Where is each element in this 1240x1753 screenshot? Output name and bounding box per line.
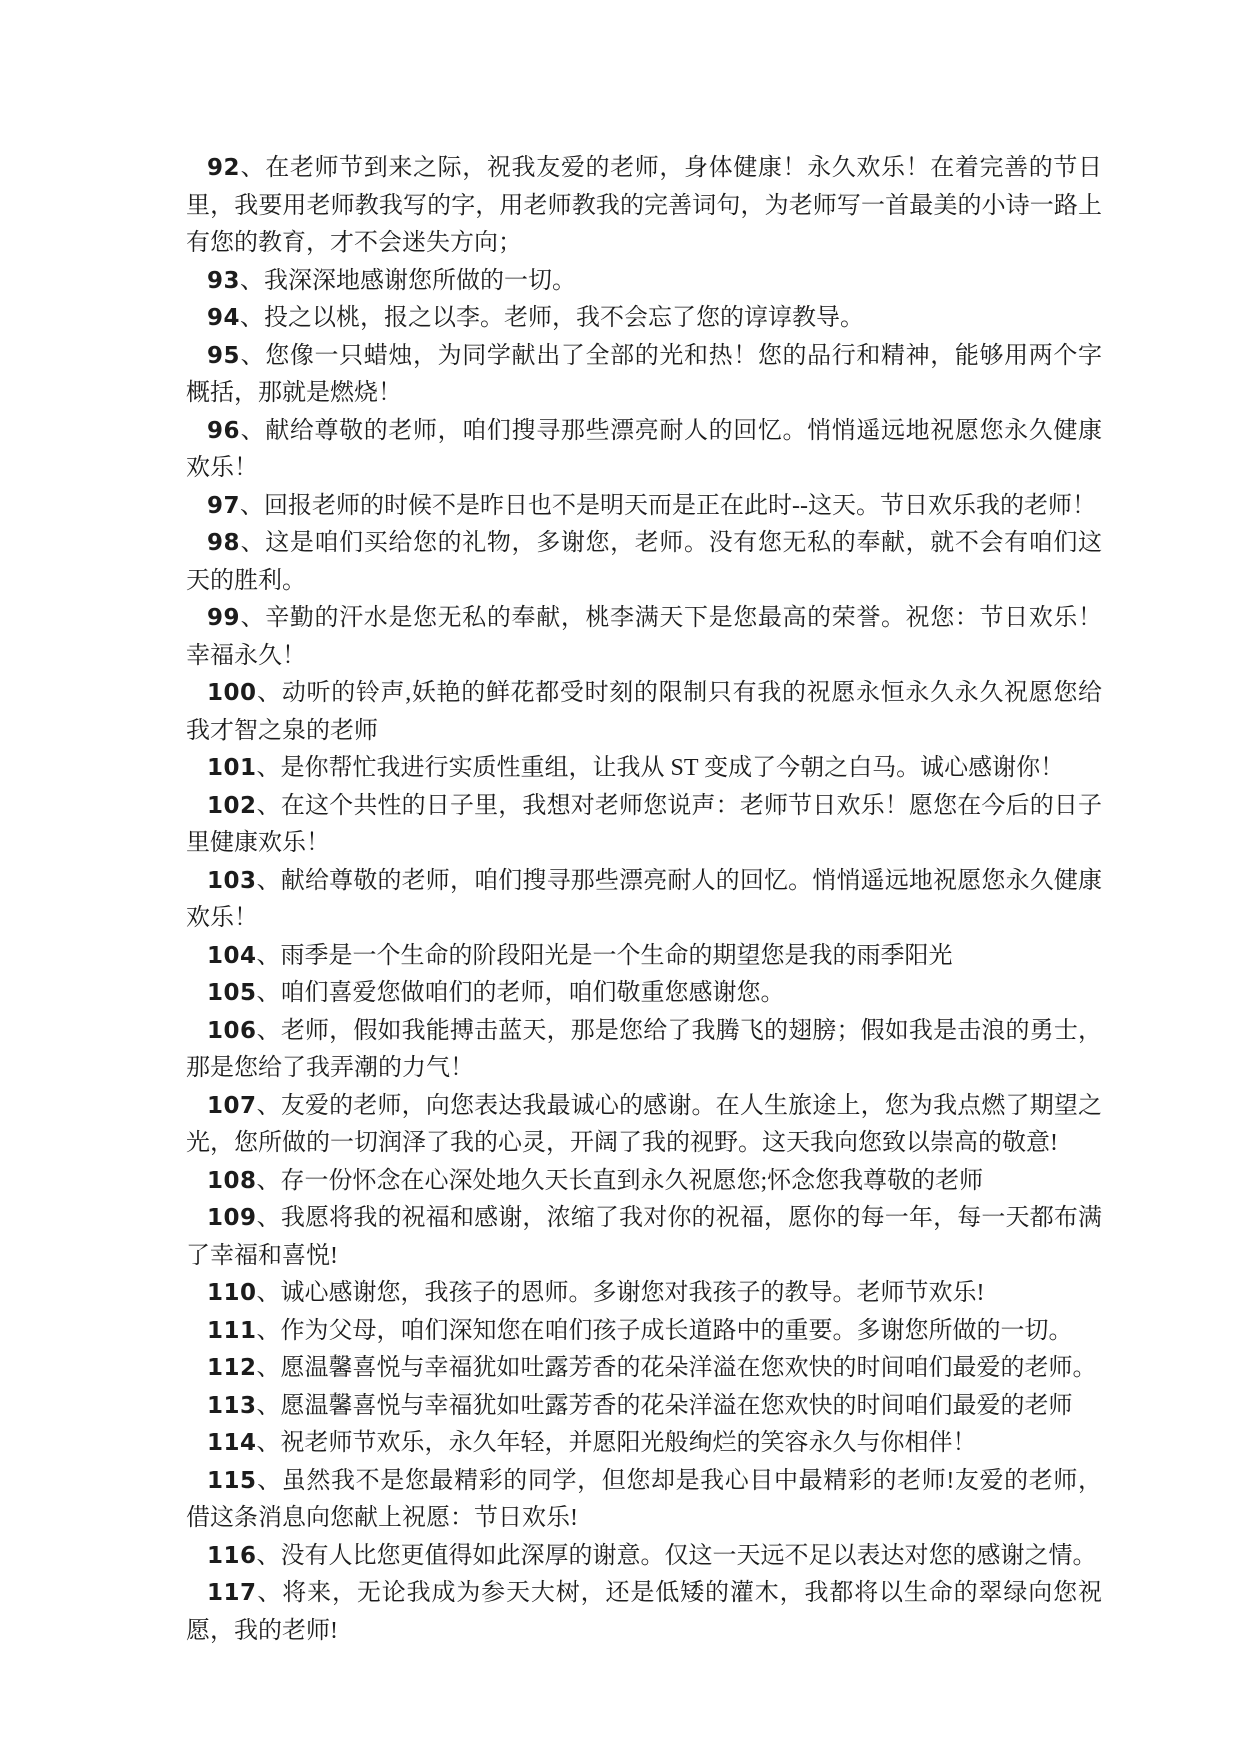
greeting-text: 回报老师的时候不是昨日也不是明天而是正在此时--这天。节日欢乐我的老师！: [264, 492, 1096, 519]
greeting-text: 是你帮忙我进行实质性重组，让我从 ST 变成了今朝之白马。诚心感谢你！: [280, 755, 1065, 781]
greeting-text: 诚心感谢您，我孩子的恩师。多谢您对我孩子的教导。老师节欢乐!: [280, 1280, 985, 1306]
greeting-separator: 、: [240, 342, 266, 369]
greeting-number: 92: [207, 155, 241, 181]
greeting-separator: 、: [256, 867, 281, 894]
greeting-item: [186, 788, 1102, 863]
greeting-number: 110: [207, 1280, 257, 1306]
greeting-number: 101: [207, 755, 257, 781]
greeting-item: [186, 150, 1102, 263]
greeting-item: [186, 1350, 1102, 1388]
greeting-separator: 、: [256, 1542, 281, 1569]
greeting-separator: 、: [256, 980, 281, 1006]
greeting-item: [186, 975, 1102, 1013]
greeting-item: [186, 750, 1102, 788]
greeting-text: 雨季是一个生命的阶段阳光是一个生命的期望您是我的雨季阳光: [280, 942, 953, 969]
greeting-separator: 、: [256, 755, 281, 781]
greeting-text: 动听的铃声,妖艳的鲜花都受时刻的限制只有我的祝愿永恒永久永久祝愿您给我才智之泉的老师: [186, 680, 1102, 744]
greeting-item: [186, 1088, 1102, 1163]
greeting-item: [186, 600, 1102, 675]
greeting-separator: 、: [256, 1317, 281, 1344]
greeting-text: 虽然我不是您最精彩的同学，但您却是我心目中最精彩的老师!友爱的老师，借这条消息向您献上祝愿：节日欢乐!: [186, 1467, 1102, 1531]
greeting-number: 103: [207, 867, 257, 894]
greeting-number: 98: [207, 530, 241, 556]
greeting-text: 祝老师节欢乐，永久年轻，并愿阳光般绚烂的笑容永久与你相伴！: [280, 1430, 977, 1456]
greeting-number: 115: [207, 1467, 257, 1494]
greeting-separator: 、: [256, 1580, 283, 1606]
greeting-item: [186, 1313, 1102, 1351]
greeting-number: 107: [207, 1092, 257, 1119]
greeting-number: 111: [207, 1317, 257, 1344]
greeting-number: 93: [207, 267, 241, 294]
greeting-separator: 、: [240, 605, 266, 631]
greeting-text: 辛勤的汗水是您无私的奉献，桃李满天下是您最高的荣誉。祝您：节日欢乐！幸福永久！: [186, 605, 1103, 669]
greeting-item: [186, 1463, 1102, 1538]
greeting-number: 114: [207, 1430, 257, 1456]
greetings-list: [186, 150, 1102, 1650]
greeting-separator: 、: [256, 1280, 281, 1306]
greeting-text: 我愿将我的祝福和感谢，浓缩了我对你的祝福，愿你的每一年，每一天都布满了幸福和喜悦!: [186, 1205, 1103, 1269]
greeting-number: 116: [207, 1542, 257, 1569]
greeting-text: 在这个共性的日子里，我想对老师您说声：老师节日欢乐！愿您在今后的日子里健康欢乐！: [186, 792, 1103, 856]
greeting-separator: 、: [240, 492, 265, 519]
greeting-number: 99: [207, 605, 241, 631]
greeting-separator: 、: [256, 1092, 281, 1119]
greeting-number: 108: [207, 1167, 257, 1194]
greeting-text: 存一份怀念在心深处地久天长直到永久祝愿您;怀念您我尊敬的老师: [280, 1167, 984, 1194]
greeting-item: [186, 1388, 1102, 1426]
greeting-separator: 、: [256, 1430, 281, 1456]
greeting-item: [186, 413, 1102, 488]
greeting-item: [186, 300, 1102, 338]
greeting-item: [186, 1013, 1102, 1088]
greeting-text: 友爱的老师，向您表达我最诚心的感谢。在人生旅途上，您为我点燃了期望之光，您所做的一切润泽了我的心灵，开阔了我的视野。这天我向您致以崇高的敬意!: [186, 1092, 1103, 1156]
greeting-text: 在老师节到来之际，祝我友爱的老师，身体健康！永久欢乐！在着完善的节日里，我要用老师教我写的字，用老师教我的完善词句，为老师写一首最美的小诗一路上有您的教育，才不会迷失方向；: [186, 155, 1103, 256]
greeting-number: 94: [207, 305, 241, 331]
greeting-text: 作为父母，咱们深知您在咱们孩子成长道路中的重要。多谢您所做的一切。: [280, 1317, 1073, 1344]
greeting-number: 113: [207, 1392, 257, 1419]
greeting-separator: 、: [256, 1392, 281, 1419]
greeting-separator: 、: [256, 1017, 281, 1044]
greeting-text: 献给尊敬的老师，咱们搜寻那些漂亮耐人的回忆。悄悄遥远地祝愿您永久健康欢乐！: [186, 417, 1103, 481]
greeting-text: 我深深地感谢您所做的一切。: [264, 267, 577, 294]
greeting-number: 117: [207, 1580, 257, 1606]
greeting-text: 您像一只蜡烛，为同学献出了全部的光和热！您的品行和精神，能够用两个字概括，那就是燃烧！: [186, 342, 1103, 406]
greeting-text: 这是咱们买给您的礼物，多谢您，老师。没有您无私的奉献，就不会有咱们这天的胜利。: [186, 530, 1103, 594]
greeting-item: [186, 525, 1102, 600]
greeting-number: 95: [207, 342, 241, 369]
greeting-separator: 、: [256, 942, 281, 969]
greeting-text: 献给尊敬的老师，咱们搜寻那些漂亮耐人的回忆。悄悄遥远地祝愿您永久健康欢乐！: [186, 867, 1103, 931]
greeting-number: 112: [207, 1355, 257, 1381]
greeting-item: [186, 1425, 1102, 1463]
greeting-number: 97: [207, 492, 241, 519]
greeting-separator: 、: [256, 1467, 282, 1494]
greeting-number: 106: [207, 1017, 257, 1044]
greeting-text: 老师，假如我能搏击蓝天，那是您给了我腾飞的翅膀；假如我是击浪的勇士，那是您给了我弄潮的力气！: [186, 1017, 1103, 1081]
greeting-number: 109: [207, 1205, 257, 1231]
greeting-item: [186, 1163, 1102, 1201]
greeting-text: 愿温馨喜悦与幸福犹如吐露芳香的花朵洋溢在您欢快的时间咱们最爱的老师: [280, 1392, 1073, 1419]
greeting-separator: 、: [240, 267, 265, 294]
greeting-text: 将来，无论我成为参天大树，还是低矮的灌木，我都将以生命的翠绿向您祝愿，我的老师!: [186, 1580, 1102, 1644]
greeting-separator: 、: [256, 1167, 281, 1194]
greeting-text: 咱们喜爱您做咱们的老师，咱们敬重您感谢您。: [280, 980, 785, 1006]
greeting-item: [186, 1538, 1102, 1576]
greeting-item: [186, 1275, 1102, 1313]
greeting-item: [186, 938, 1102, 976]
greeting-separator: 、: [240, 155, 266, 181]
greeting-separator: 、: [256, 792, 281, 819]
greeting-text: 愿温馨喜悦与幸福犹如吐露芳香的花朵洋溢在您欢快的时间咱们最爱的老师。: [280, 1355, 1097, 1381]
greeting-item: [186, 675, 1102, 750]
greeting-number: 100: [207, 680, 257, 706]
greeting-item: [186, 488, 1102, 526]
greeting-separator: 、: [256, 680, 282, 706]
greeting-item: [186, 338, 1102, 413]
greeting-number: 96: [207, 417, 241, 444]
greeting-number: 102: [207, 792, 257, 819]
greeting-separator: 、: [240, 305, 265, 331]
greeting-item: [186, 863, 1102, 938]
greeting-number: 104: [207, 942, 257, 969]
greeting-separator: 、: [240, 417, 266, 444]
greeting-item: [186, 1575, 1102, 1650]
greeting-text: 没有人比您更值得如此深厚的谢意。仅这一天远不足以表达对您的感谢之情。: [280, 1542, 1097, 1569]
greeting-item: [186, 1200, 1102, 1275]
greeting-number: 105: [207, 980, 257, 1006]
greeting-text: 投之以桃，报之以李。老师，我不会忘了您的谆谆教导。: [264, 305, 865, 331]
greeting-separator: 、: [256, 1355, 281, 1381]
greeting-separator: 、: [240, 530, 266, 556]
greeting-separator: 、: [256, 1205, 281, 1231]
greeting-item: [186, 263, 1102, 301]
